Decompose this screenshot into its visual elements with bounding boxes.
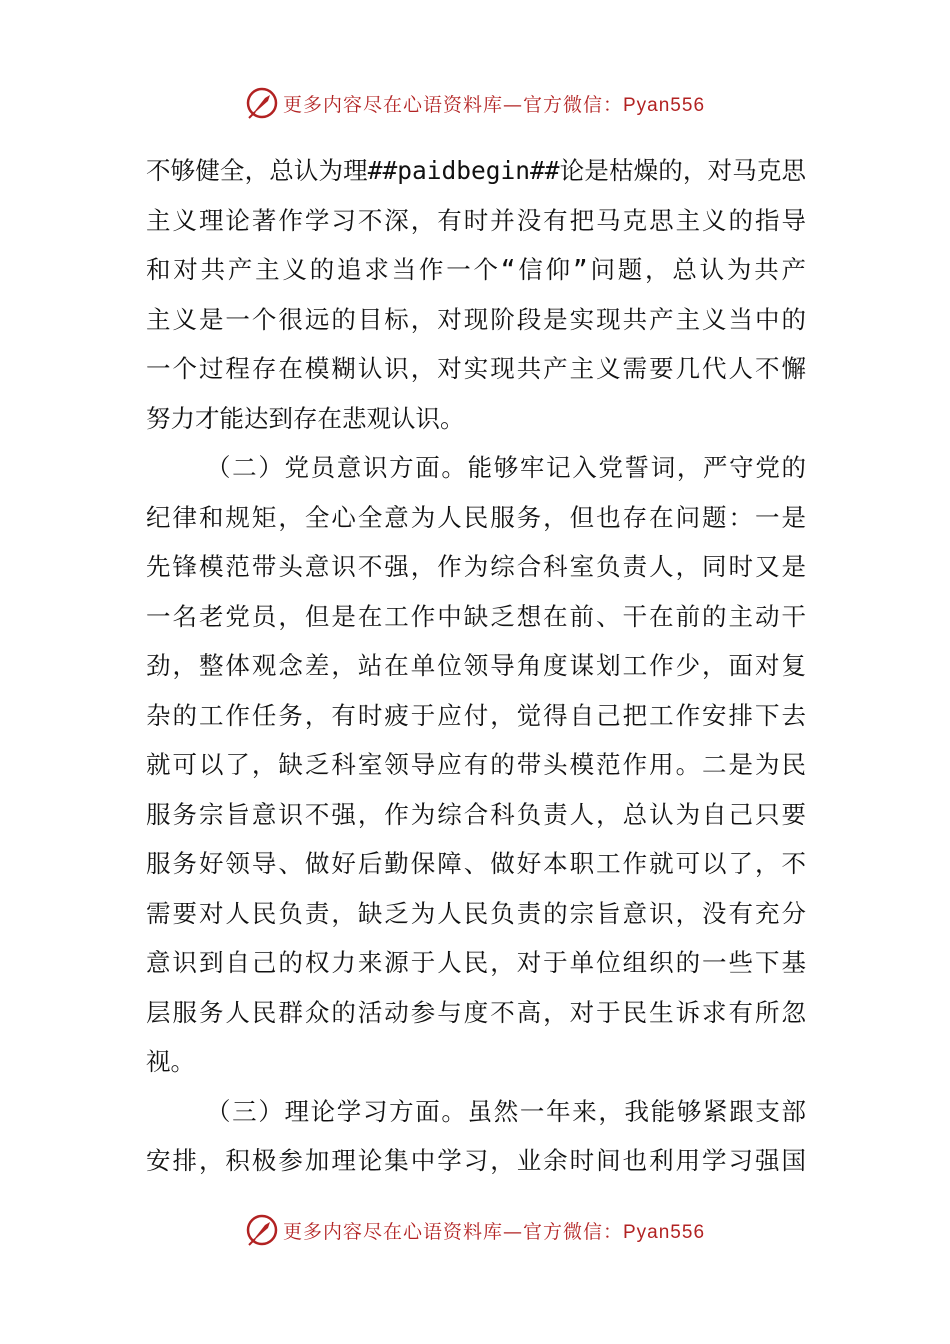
pen-nib-logo-icon [245,1213,279,1247]
text-line: 服务好领导、做好后勤保障、做好本职工作就可以了，不 [146,849,806,878]
text-line: 劲，整体观念差，站在单位领导角度谋划工作少，面对复 [146,651,806,680]
watermark-text: 更多内容尽在心语资料库—官方微信：Pyan556 [282,1220,706,1243]
paragraph-1 [146,146,806,443]
text-line: 杂的工作任务，有时疲于应付，觉得自己把工作安排下去 [146,700,806,730]
text-line: 和对共产主义的追求当作一个“信仰”问题，总认为共产 [146,255,806,284]
text-line: 就可以了，缺乏科室领导应有的带头模范作用。二是为民 [146,750,806,779]
text-line: 一名老党员，但是在工作中缺乏想在前、干在前的主动干 [146,601,806,631]
text-line: 不够健全，总认为理##paidbegin##论是枯燥的，对马克思 [146,156,806,185]
text-line: 主义理论著作学习不深，有时并没有把马克思主义的指导 [146,205,806,235]
text-line: （三）理论学习方面。虽然一年来，我能够紧跟支部 [206,1096,806,1126]
text-line: 视。 [146,1047,195,1076]
watermark-banner-bottom [0,1210,950,1250]
text-line: 一个过程存在模糊认识，对实现共产主义需要几代人不懈 [146,354,806,383]
watermark-banner-top [0,83,950,123]
text-line: 努力才能达到存在悲观认识。 [146,403,465,433]
text-line: 主义是一个很远的目标，对现阶段是实现共产主义当中的 [146,304,806,334]
document-body [146,146,806,1186]
text-line: 纪律和规矩，全心全意为人民服务，但也存在问题：一是 [146,502,806,532]
text-line: 需要对人民负责，缺乏为人民负责的宗旨意识，没有充分 [146,898,806,928]
paragraph-3 [146,1087,806,1186]
text-line: 服务宗旨意识不强，作为综合科负责人，总认为自己只要 [146,799,806,829]
text-line: 层服务人民群众的活动参与度不高，对于民生诉求有所忽 [146,997,806,1027]
watermark-text: 更多内容尽在心语资料库—官方微信：Pyan556 [282,93,706,116]
pen-nib-logo-icon [245,86,279,120]
text-line: 先锋模范带头意识不强，作为综合科室负责人，同时又是 [146,552,806,581]
paragraph-2 [146,443,806,1087]
text-line: 安排，积极参加理论集中学习，业余时间也利用学习强国 [146,1146,806,1175]
text-line: （二）党员意识方面。能够牢记入党誓词，严守党的 [206,453,806,482]
text-line: 意识到自己的权力来源于人民，对于单位组织的一些下基 [146,948,806,977]
